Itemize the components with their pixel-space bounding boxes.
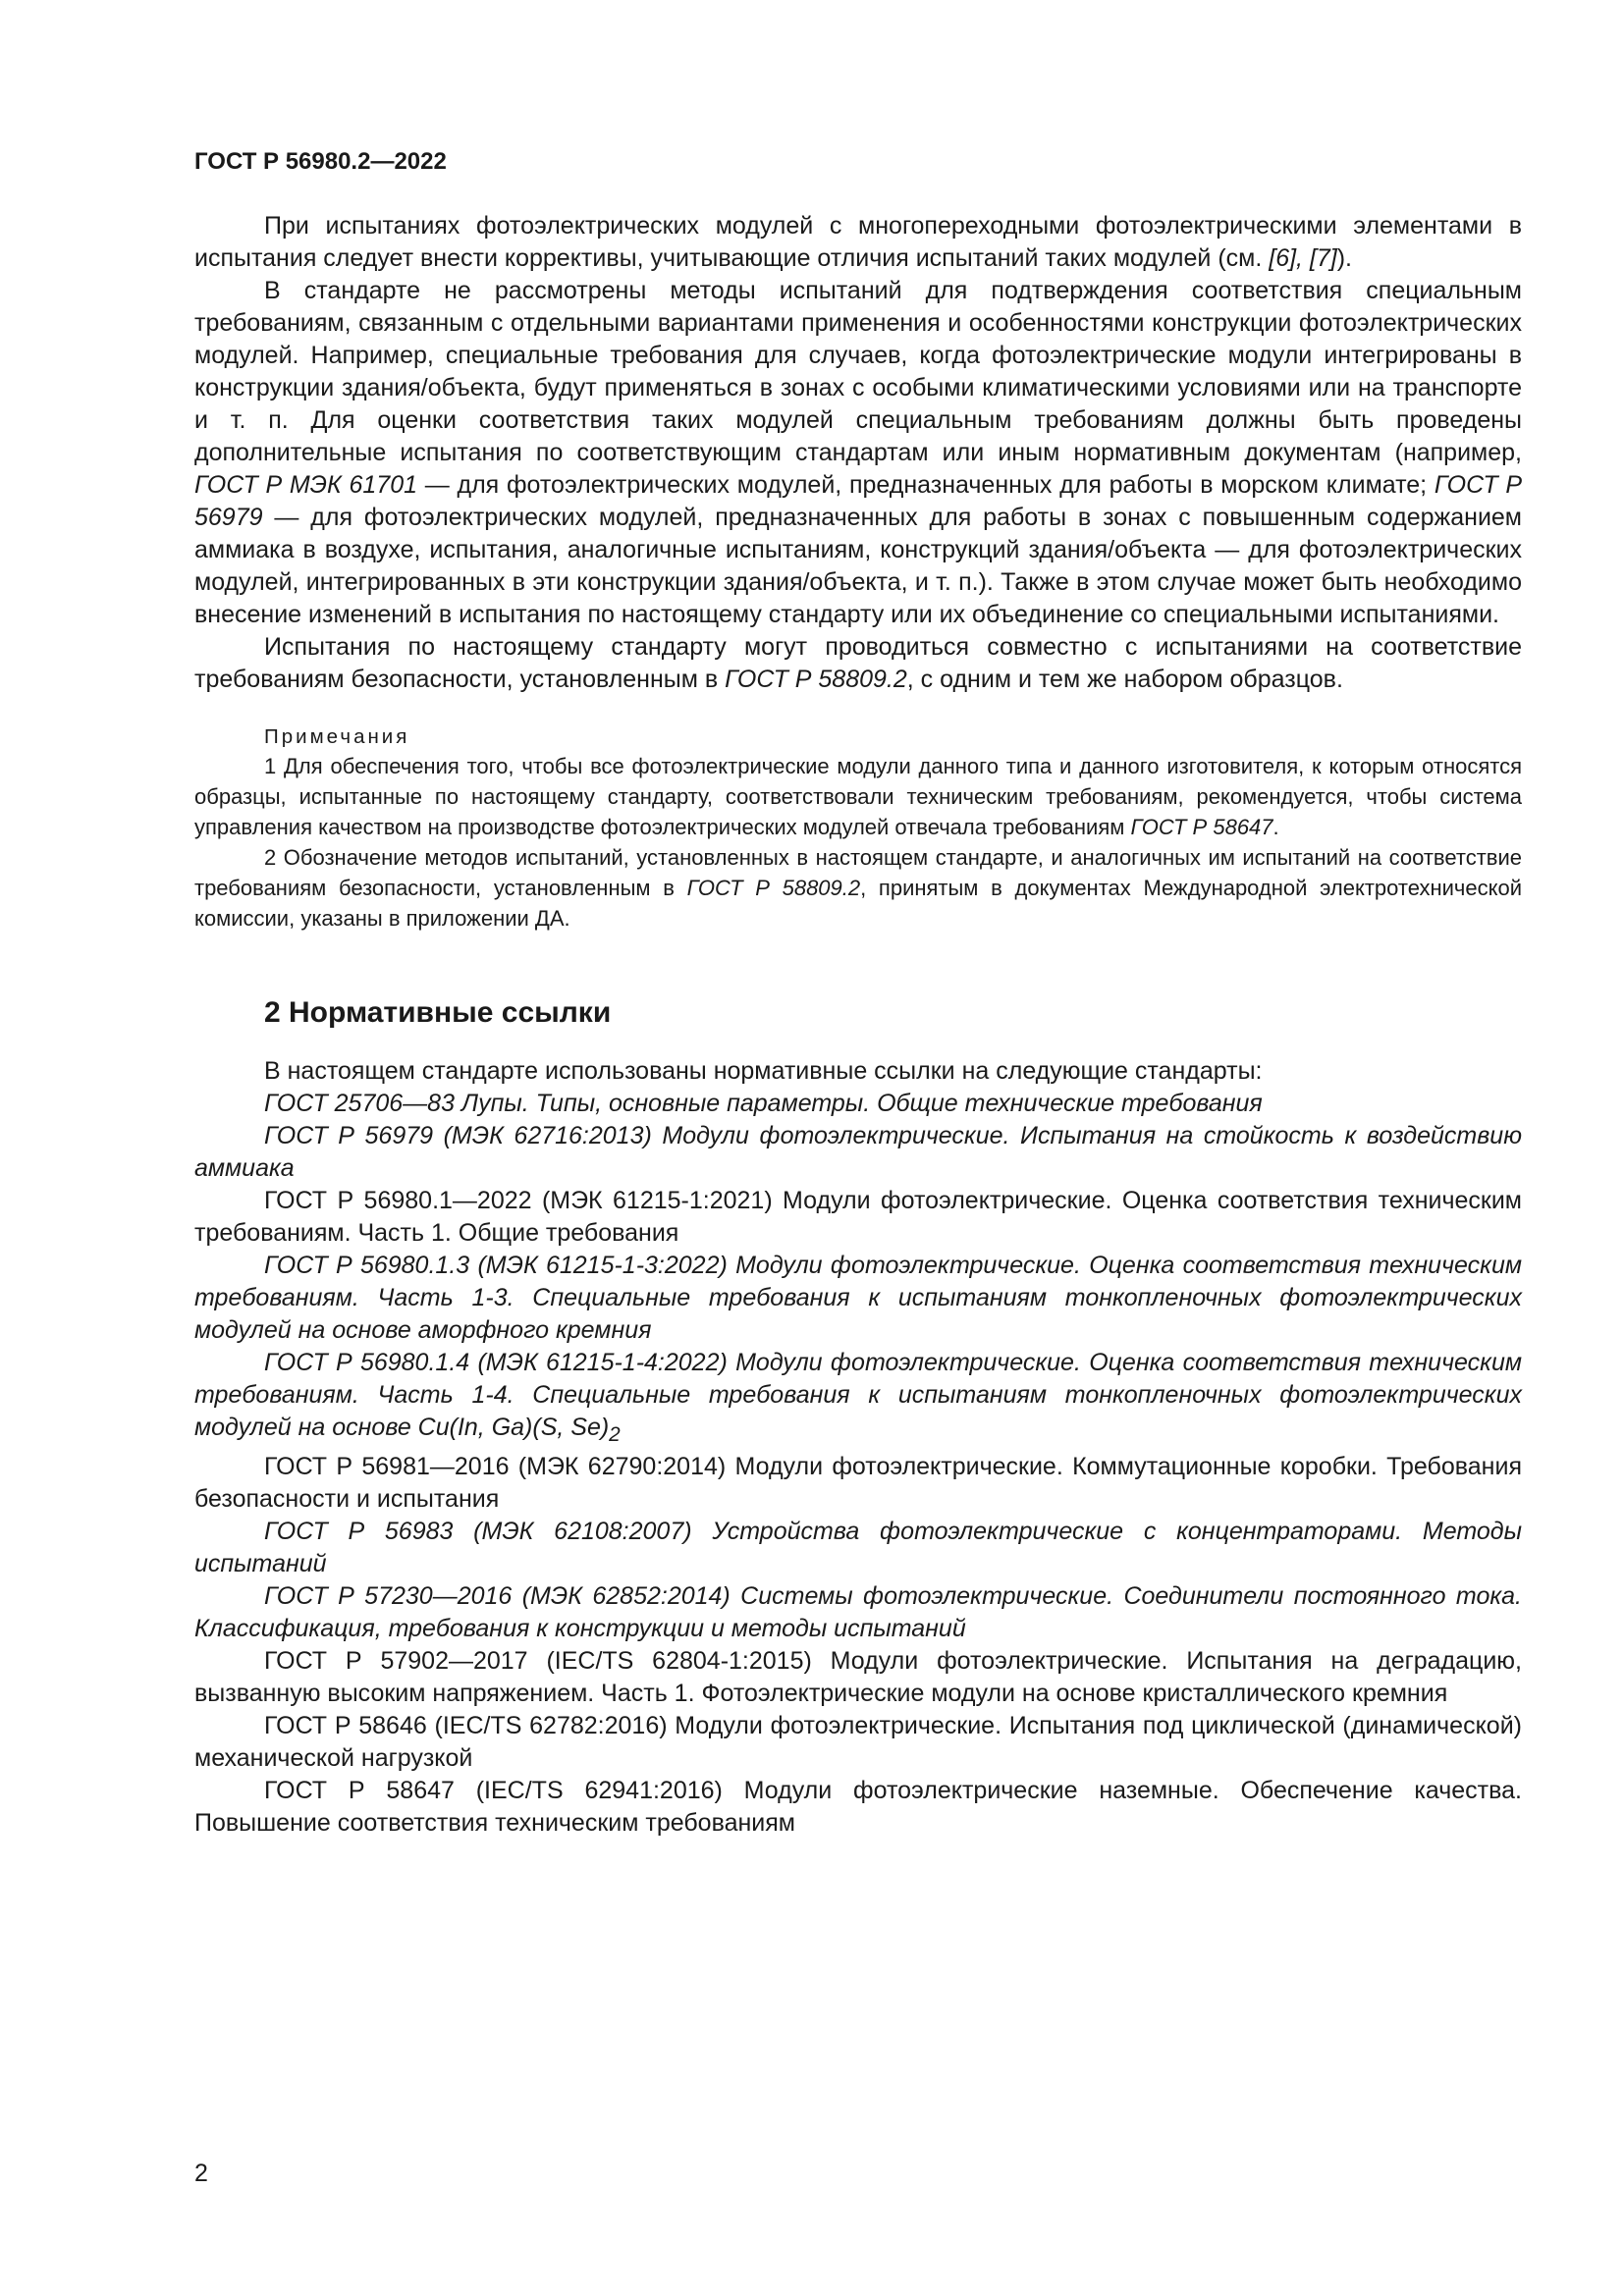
page-body: [194, 147, 1522, 1840]
formula-subscript: 2: [609, 1423, 621, 1446]
normative-reference: ГОСТ Р 56979 (МЭК 62716:2013) Модули фотоэлектрические. Испытания на стойкость к воздействию аммиака: [194, 1122, 1522, 1182]
intro-paragraph-2: В стандарте не рассмотрены методы испытаний для подтверждения соответствия специальным требованиям, связанным с отдельными вариантами применения и особенностями конструкции фотоэлектрических модулей. Например, специальные требования для случаев, когда фотоэлектрические модули интегрированы в конструкции здания/объекта, будут применяться в зонах с особыми климатическими условиями или на транспорте и т. п. Для оценки соответствия таких модулей специальным требованиям должны быть проведены дополнительные испытания по соответствующим стандартам или иным нормативным документам (например, ГОСТ Р МЭК 61701 — для фотоэлектрических модулей, предназначенных для работы в морском климате; ГОСТ Р 56979 — для фотоэлектрических модулей, предназначенных для работы в зонах с повышенным содержанием аммиака в воздухе, испытания, аналогичные испытаниям, конструкций здания/объекта — для фотоэлектрических модулей, интегрированных в эти конструкции здания/объекта, и т. п.). Также в этом случае может быть необходимо внесение изменений в испытания по настоящему стандарту или их объединение со специальными испытаниями.: [194, 277, 1522, 628]
normative-reference: ГОСТ Р 56980.1—2022 (МЭК 61215-1:2021) Модули фотоэлектрические. Оценка соответствия техническим требованиям. Часть 1. Общие требования: [194, 1187, 1522, 1247]
standard-reference: ГОСТ Р 56979: [194, 471, 1522, 531]
normative-reference: ГОСТ Р 56980.1.3 (МЭК 61215-1-3:2022) Модули фотоэлектрические. Оценка соответствия техническим требованиям. Часть 1-3. Специальные требования к испытаниям тонкопленочных фотоэлектрических модулей на основе аморфного кремния: [194, 1252, 1522, 1344]
normative-reference: ГОСТ 25706—83 Лупы. Типы, основные параметры. Общие технические требования: [264, 1090, 1263, 1117]
normative-reference: ГОСТ Р 58646 (IEC/TS 62782:2016) Модули фотоэлектрические. Испытания под циклической (динамической) механической нагрузкой: [194, 1712, 1522, 1772]
bibliography-reference: [6], [7]: [1269, 244, 1337, 272]
normative-reference: ГОСТ Р 57902—2017 (IEC/TS 62804-1:2015) Модули фотоэлектрические. Испытания на деградацию, вызванную высоким напряжением. Часть 1. Фотоэлектрические модули на основе кристаллического кремния: [194, 1647, 1522, 1707]
normative-reference: ГОСТ Р 58647 (IEC/TS 62941:2016) Модули фотоэлектрические наземные. Обеспечение качества. Повышение соответствия техническим требованиям: [194, 1777, 1522, 1837]
note-1: 1 Для обеспечения того, чтобы все фотоэлектрические модули данного типа и данного изготовителя, к которым относятся образцы, испытанные по настоящему стандарту, соответствовали техническим требованиям, рекомендуется, чтобы система управления качеством на производстве фотоэлектрических модулей отвечала требованиям ГОСТ Р 58647.: [194, 754, 1522, 839]
section-heading: 2 Нормативные ссылки: [264, 996, 612, 1029]
intro-paragraph-1: При испытаниях фотоэлектрических модулей с многопереходными фотоэлектрическими элементами в испытания следует внести коррективы, учитывающие отличия испытаний таких модулей (см. [6], [7]).: [194, 212, 1522, 272]
standard-reference: ГОСТ Р 58809.2: [686, 876, 861, 900]
page-number: 2: [194, 2160, 208, 2187]
standard-reference: ГОСТ Р МЭК 61701: [194, 471, 418, 499]
standard-reference: ГОСТ Р 58647: [1130, 815, 1273, 839]
document-header: ГОСТ Р 56980.2—2022: [194, 148, 447, 175]
normative-reference: ГОСТ Р 56980.1.4 (МЭК 61215-1-4:2022) Модули фотоэлектрические. Оценка соответствия техническим требованиям. Часть 1-4. Специальные требования к испытаниям тонкопленочных фотоэлектрических модулей на основе Cu(In, Ga)(S, $Se)_2$: [194, 1349, 1522, 1446]
intro-paragraph-3: Испытания по настоящему стандарту могут проводиться совместно с испытаниями на соответствие требованиям безопасности, установленным в ГОСТ Р 58809.2, с одним и тем же набором образцов.: [194, 633, 1522, 693]
section-intro: В настоящем стандарте использованы нормативные ссылки на следующие стандарты:: [264, 1057, 1263, 1085]
standard-reference: ГОСТ Р 58809.2: [725, 666, 907, 693]
normative-reference: ГОСТ Р 56981—2016 (МЭК 62790:2014) Модули фотоэлектрические. Коммутационные коробки. Требования безопасности и испытания: [194, 1453, 1522, 1513]
normative-reference: ГОСТ Р 57230—2016 (МЭК 62852:2014) Системы фотоэлектрические. Соединители постоянного тока. Классификация, требования к конструкции и методы испытаний: [194, 1582, 1522, 1642]
notes-title: Примечания: [264, 725, 410, 748]
note-2: 2 Обозначение методов испытаний, установленных в настоящем стандарте, и аналогичных им испытаний на соответствие требованиям безопасности, установленным в ГОСТ Р 58809.2, принятым в документах Международной электротехнической комиссии, указаны в приложении ДА.: [194, 845, 1522, 931]
normative-reference: ГОСТ Р 56983 (МЭК 62108:2007) Устройства фотоэлектрические с концентраторами. Методы испытаний: [194, 1518, 1522, 1577]
